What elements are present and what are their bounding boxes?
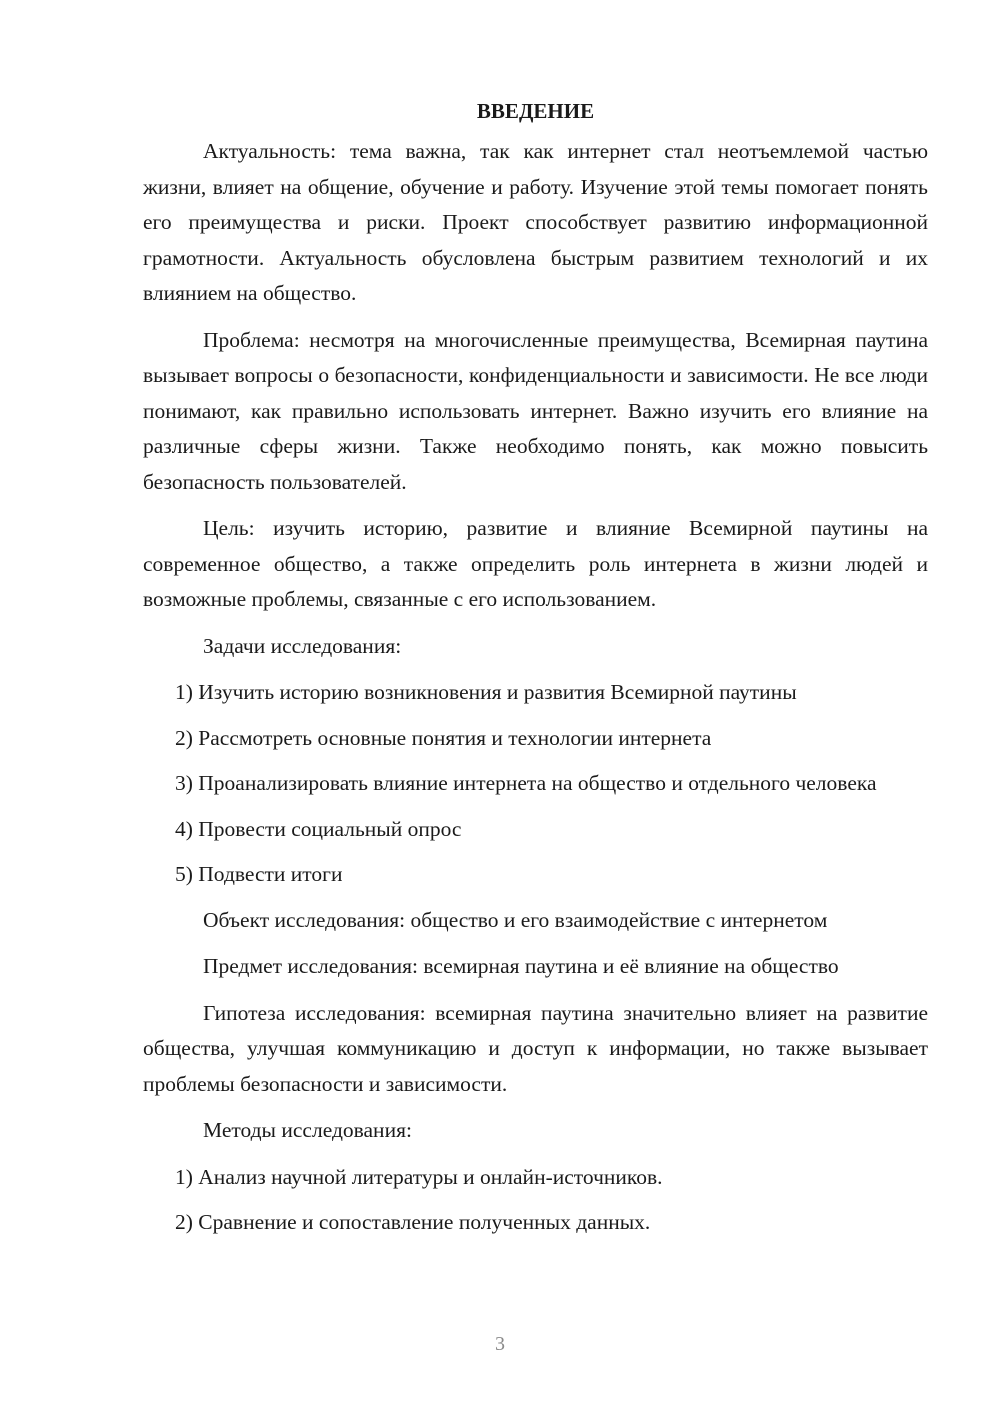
object-paragraph: Объект исследования: общество и его взаимодействие с интернетом bbox=[203, 907, 828, 932]
task-item: 3) Проанализировать влияние интернета на общество и отдельного человека bbox=[175, 771, 877, 795]
task-item: 1) Изучить историю возникновения и развития Всемирной паутины bbox=[175, 680, 797, 704]
problem-paragraph: Проблема: несмотря на многочисленные преимущества, Всемирная паутина вызывает вопросы о безопасности, конфиденциальности и зависимости. Не все люди понимают, как правильно использовать интернет. Важно изучить его влияние на различные сферы жизни. Также необходимо понять, как можно повысить безопасность пользователей. bbox=[143, 327, 928, 494]
goal-paragraph: Цель: изучить историю, развитие и влияние Всемирной паутины на современное общество, а также определить роль интернета в жизни людей и возможные проблемы, связанные с его использованием. bbox=[143, 516, 928, 611]
section-title: ВВЕДЕНИЕ bbox=[476, 99, 595, 123]
page-number: 3 bbox=[495, 1333, 505, 1355]
task-item: 4) Провести социальный опрос bbox=[175, 816, 462, 841]
method-item: 1) Анализ научной литературы и онлайн-источников. bbox=[175, 1164, 663, 1189]
tasks-heading: Задачи исследования: bbox=[203, 633, 402, 658]
task-item: 2) Рассмотреть основные понятия и технологии интернета bbox=[175, 725, 712, 750]
methods-heading: Методы исследования: bbox=[203, 1118, 412, 1142]
hypothesis-paragraph: Гипотеза исследования: всемирная паутина значительно влияет на развитие общества, улучшая коммуникацию и доступ к информации, но также вызывает проблемы безопасности и зависимости. bbox=[143, 1000, 928, 1096]
task-item: 5) Подвести итоги bbox=[175, 862, 343, 886]
subject-paragraph: Предмет исследования: всемирная паутина и её влияние на общество bbox=[203, 954, 839, 978]
document-page bbox=[143, 96, 928, 1251]
relevance-paragraph: Актуальность: тема важна, так как интернет стал неотъемлемой частью жизни, влияет на общение, обучение и работу. Изучение этой темы помогает понять его преимущества и риски. Проект способствует развитию информационной грамотности. Актуальность обусловлена быстрым развитием технологий и их влиянием на общество. bbox=[143, 139, 928, 305]
method-item: 2) Сравнение и сопоставление полученных данных. bbox=[175, 1210, 651, 1234]
